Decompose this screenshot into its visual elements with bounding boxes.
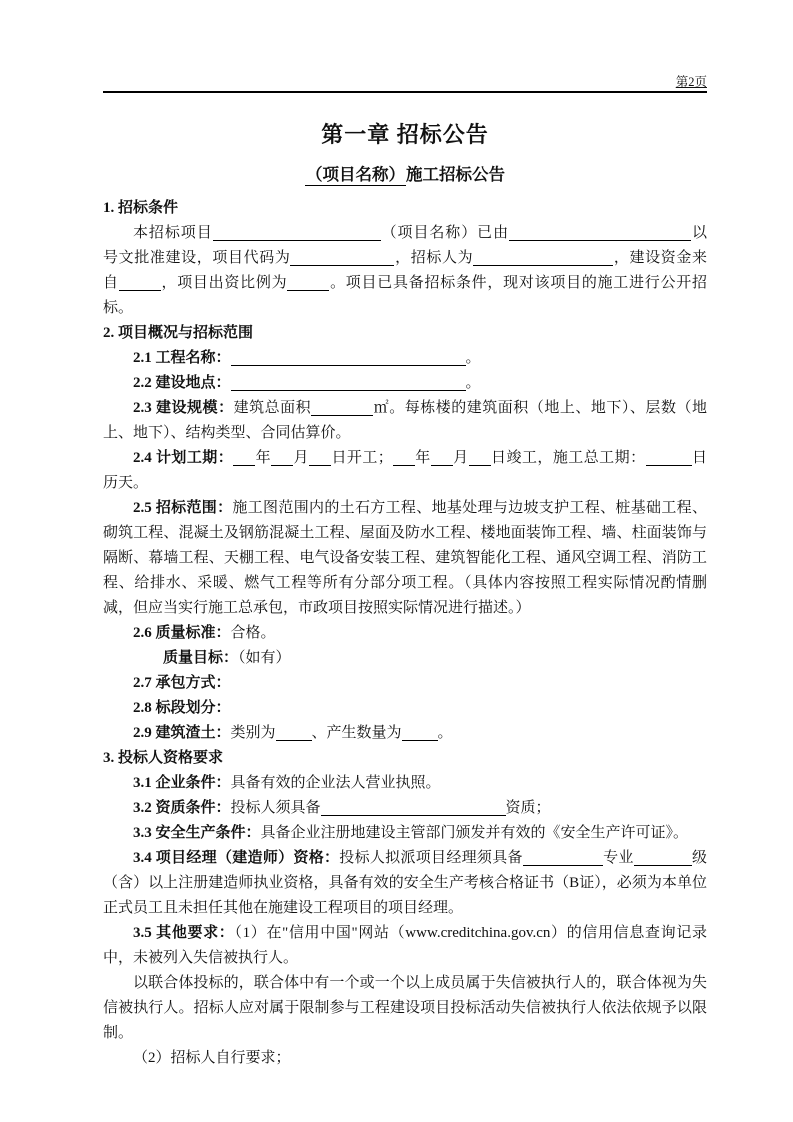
paragraph: [103, 771, 707, 796]
paragraph: [103, 496, 707, 621]
item-label: 3.5 其他要求：: [133, 925, 235, 941]
text-run: 具备企业注册地建设主管部门颁发并有效的《安全生产许可证》。: [260, 825, 689, 841]
blank-underline: [523, 850, 603, 866]
text-run: 日历天。: [103, 450, 707, 491]
text-run: （2）招标人自行要求；: [133, 1050, 291, 1066]
blank-underline: [402, 725, 438, 741]
text-run: （项目名称）已由: [380, 225, 510, 241]
blank-underline: [473, 250, 613, 266]
blank-underline: [321, 800, 506, 816]
section-3: [103, 746, 707, 1071]
blank-underline: [646, 450, 692, 466]
item-label: 3.2 资质条件：: [133, 800, 231, 816]
item-label: 2.5 招标范围：: [133, 500, 233, 516]
blank-underline: [276, 725, 312, 741]
text-run: ，招标人为: [394, 250, 474, 266]
item-label: 2.7 承包方式：: [133, 675, 231, 691]
section-2: [103, 321, 707, 746]
item-label: 2.8 标段划分：: [133, 700, 231, 716]
blank-underline: [309, 450, 331, 466]
chapter-title: 第一章 招标公告: [321, 122, 489, 147]
blank-underline: [393, 450, 415, 466]
page-content: [103, 0, 707, 1071]
text-run: 资质；: [505, 800, 551, 816]
blank-underline: [469, 450, 491, 466]
section-heading: 3. 投标人资格要求: [103, 750, 224, 766]
document-subtitle: [103, 163, 707, 187]
text-run: 年: [414, 450, 431, 466]
text-run: 。: [465, 375, 481, 391]
blank-underline: [233, 450, 255, 466]
text-run: 施工图范围内的土石方工程、地基处理与边坡支护工程、桩基础工程、砌筑工程、混凝土及钢筋混凝土工程、屋面及防水工程、楼地面装饰工程、墙、柱面装饰与隔断、幕墙工程、天棚工程、电气设备安装工程、建筑智能化工程、通风空调工程、消防工程、给排水、采暖、燃气工程等所有分部分项工程。（具体内容按照工程实际情况酌情删减，但应当实行施工总承包，市政项目按照实际情况进行描述。）: [103, 500, 707, 616]
item-label: 2.6 质量标准：: [133, 625, 231, 641]
blank-underline: [231, 350, 466, 366]
paragraph: [103, 646, 707, 671]
blank-underline: [213, 225, 381, 241]
text-run: （如有）: [238, 650, 291, 666]
paragraph: [103, 846, 707, 921]
text-run: 日开工；: [331, 450, 393, 466]
section-1: [103, 196, 707, 321]
text-run: ，项目出资比例为: [160, 275, 288, 291]
text-run: 以号文批准建设，项目代码为: [103, 225, 707, 266]
text-run: 类别为: [230, 725, 276, 741]
page-number: 第2页: [675, 75, 707, 89]
item-label: 2.9 建筑渣土：: [133, 725, 231, 741]
blank-underline: [509, 225, 691, 241]
text-run: 投标人拟派项目经理须具备: [339, 850, 523, 866]
item-label: 2.1 工程名称：: [133, 350, 231, 366]
text-run: 建筑总面积: [233, 400, 312, 416]
text-run: 月: [293, 450, 309, 466]
paragraph: [103, 721, 707, 746]
item-label: 2.3 建设规模：: [133, 400, 234, 416]
text-run: 合格。: [230, 625, 276, 641]
text-run: 以联合体投标的，联合体中有一个或一个以上成员属于失信被执行人的，联合体视为失信被执行人。招标人应对属于限制参与工程建设项目投标活动失信被执行人依法依规予以限制。: [103, 975, 707, 1041]
text-run: 具备有效的企业法人营业执照。: [230, 775, 441, 791]
paragraph: [103, 446, 707, 496]
paragraph: [103, 821, 707, 846]
section-heading: 1. 招标条件: [103, 200, 179, 216]
paragraph: [103, 371, 707, 396]
paragraph: [103, 221, 707, 321]
text-run: 级（含）以上注册建造师执业资格，具备有效的安全生产考核合格证书（B证），必须为本单位正式员工且未担任其他在施建设工程项目的项目经理。: [103, 850, 707, 916]
blank-underline: [231, 375, 466, 391]
text-run: 。: [437, 725, 453, 741]
page-header: [103, 75, 707, 93]
blank-underline: [431, 450, 453, 466]
paragraph: [103, 346, 707, 371]
text-run: 本招标项目: [133, 225, 213, 241]
paragraph: [103, 971, 707, 1046]
text-run: 投标人须具备: [230, 800, 321, 816]
text-run: 。项目已具备招标条件，现对该项目的施工进行公开招标。: [103, 275, 707, 316]
text-run: 。: [465, 350, 481, 366]
paragraph: [103, 671, 707, 696]
item-label: 2.2 建设地点：: [133, 375, 231, 391]
paragraph: [103, 696, 707, 721]
paragraph: [103, 921, 707, 971]
blank-underline: [311, 400, 373, 416]
text-run: 、产生数量为: [311, 725, 402, 741]
item-label: 3.1 企业条件：: [133, 775, 231, 791]
subtitle-rest: 施工招标公告: [406, 165, 505, 184]
blank-underline: [119, 275, 161, 291]
item-label: 3.3 安全生产条件：: [133, 825, 261, 841]
blank-underline: [634, 850, 692, 866]
paragraph: [103, 796, 707, 821]
sections-container: [103, 196, 707, 1071]
paragraph: [103, 396, 707, 446]
item-label: 3.4 项目经理（建造师）资格：: [133, 850, 340, 866]
text-run: 月: [452, 450, 469, 466]
text-run: 年: [255, 450, 272, 466]
item-label: 质量目标：: [163, 650, 239, 666]
text-run: （1）在"信用中国"网站（www.creditchina.gov.cn）的信用信息查询记录中，未被列入失信被执行人。: [103, 925, 707, 966]
item-label: 2.4 计划工期：: [133, 450, 234, 466]
blank-underline: [287, 275, 329, 291]
blank-underline: [271, 450, 293, 466]
section-heading: 2. 项目概况与招标范围: [103, 325, 254, 341]
text-run: ㎡。每栋楼的建筑面积（地上、地下）、层数（地上、地下）、结构类型、合同估算价。: [103, 400, 707, 441]
text-run: ，建设资金来自: [103, 250, 707, 291]
text-run: 日竣工，施工总工期：: [490, 450, 646, 466]
paragraph: [103, 1046, 707, 1071]
blank-underline: [290, 250, 394, 266]
text-run: 专业: [602, 850, 634, 866]
paragraph: [103, 621, 707, 646]
subtitle-project-name-underlined: （项目名称）: [306, 165, 405, 184]
